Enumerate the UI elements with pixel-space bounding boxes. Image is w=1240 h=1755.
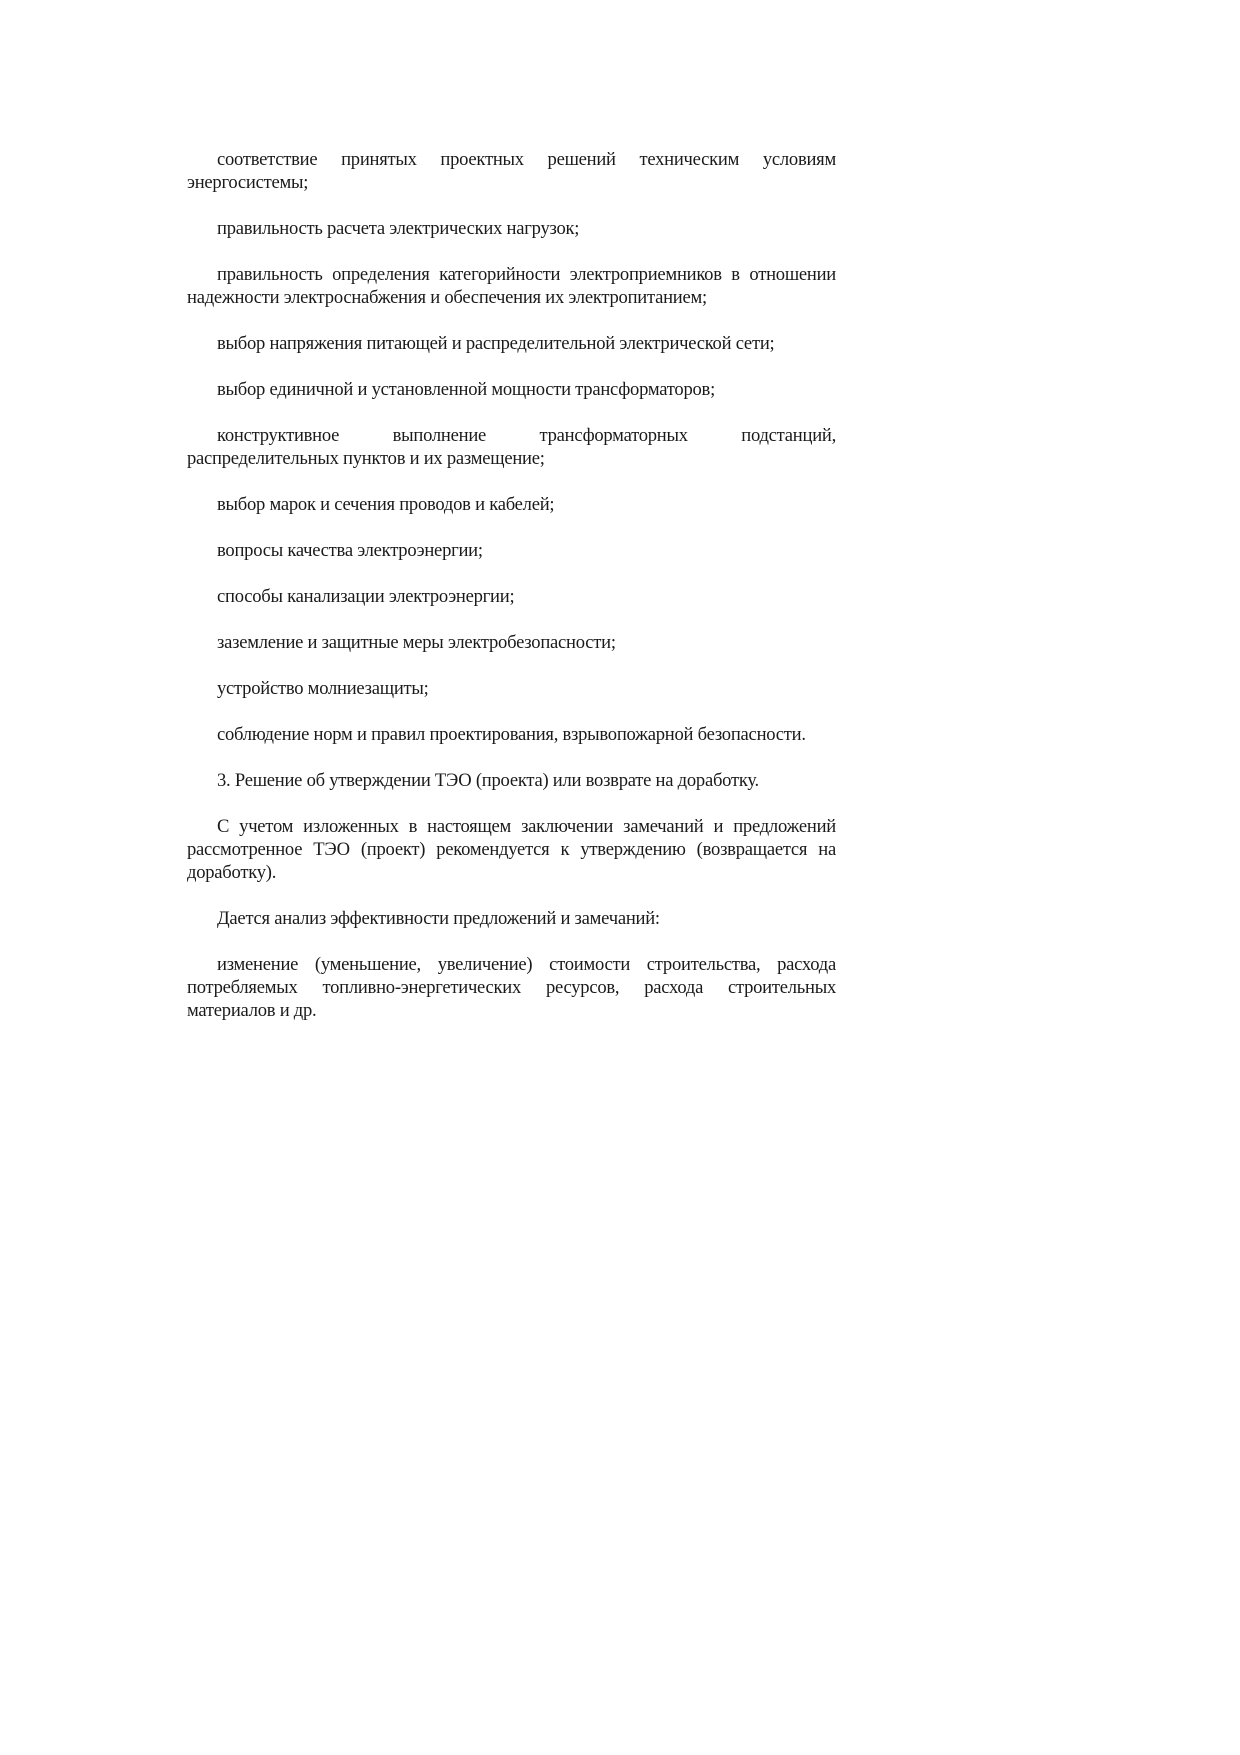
paragraph-substation-design: конструктивное выполнение трансформаторных подстанций, распределительных пунктов и их размещение; bbox=[187, 425, 836, 469]
paragraph-lightning-protection: устройство молниезащиты; bbox=[217, 678, 429, 699]
paragraph-receiver-categories: правильность определения категорийности электроприемников в отношении надежности электроснабжения и обеспечения их электропитанием; bbox=[187, 264, 836, 308]
paragraph-load-calculation: правильность расчета электрических нагрузок; bbox=[217, 218, 580, 239]
paragraph-voltage-selection: выбор напряжения питающей и распределительной электрической сети; bbox=[217, 333, 775, 354]
paragraph-cost-changes: изменение (уменьшение, увеличение) стоимости строительства, расхода потребляемых топливно-энергетических ресурсов, расхода строительных материалов и др. bbox=[187, 954, 836, 1021]
paragraph-power-routing: способы канализации электроэнергии; bbox=[217, 586, 515, 607]
paragraph-power-quality: вопросы качества электроэнергии; bbox=[217, 540, 483, 561]
paragraph-efficiency-analysis: Дается анализ эффективности предложений и замечаний: bbox=[217, 908, 660, 929]
paragraph-cable-selection: выбор марок и сечения проводов и кабелей; bbox=[217, 494, 555, 515]
paragraph-transformer-power: выбор единичной и установленной мощности трансформаторов; bbox=[217, 379, 715, 400]
paragraph-design-norms: соблюдение норм и правил проектирования, взрывопожарной безопасности. bbox=[217, 724, 806, 745]
paragraph-recommendation: С учетом изложенных в настоящем заключении замечаний и предложений рассмотренное ТЭО (проект) рекомендуется к утверждению (возвращается на доработку). bbox=[187, 816, 836, 883]
paragraph-power-system-compliance: соответствие принятых проектных решений техническим условиям энергосистемы; bbox=[187, 149, 836, 193]
paragraph-grounding-safety: заземление и защитные меры электробезопасности; bbox=[217, 632, 616, 653]
section-heading-decision: 3. Решение об утверждении ТЭО (проекта) или возврате на доработку. bbox=[217, 770, 759, 791]
document-page bbox=[187, 148, 836, 1045]
